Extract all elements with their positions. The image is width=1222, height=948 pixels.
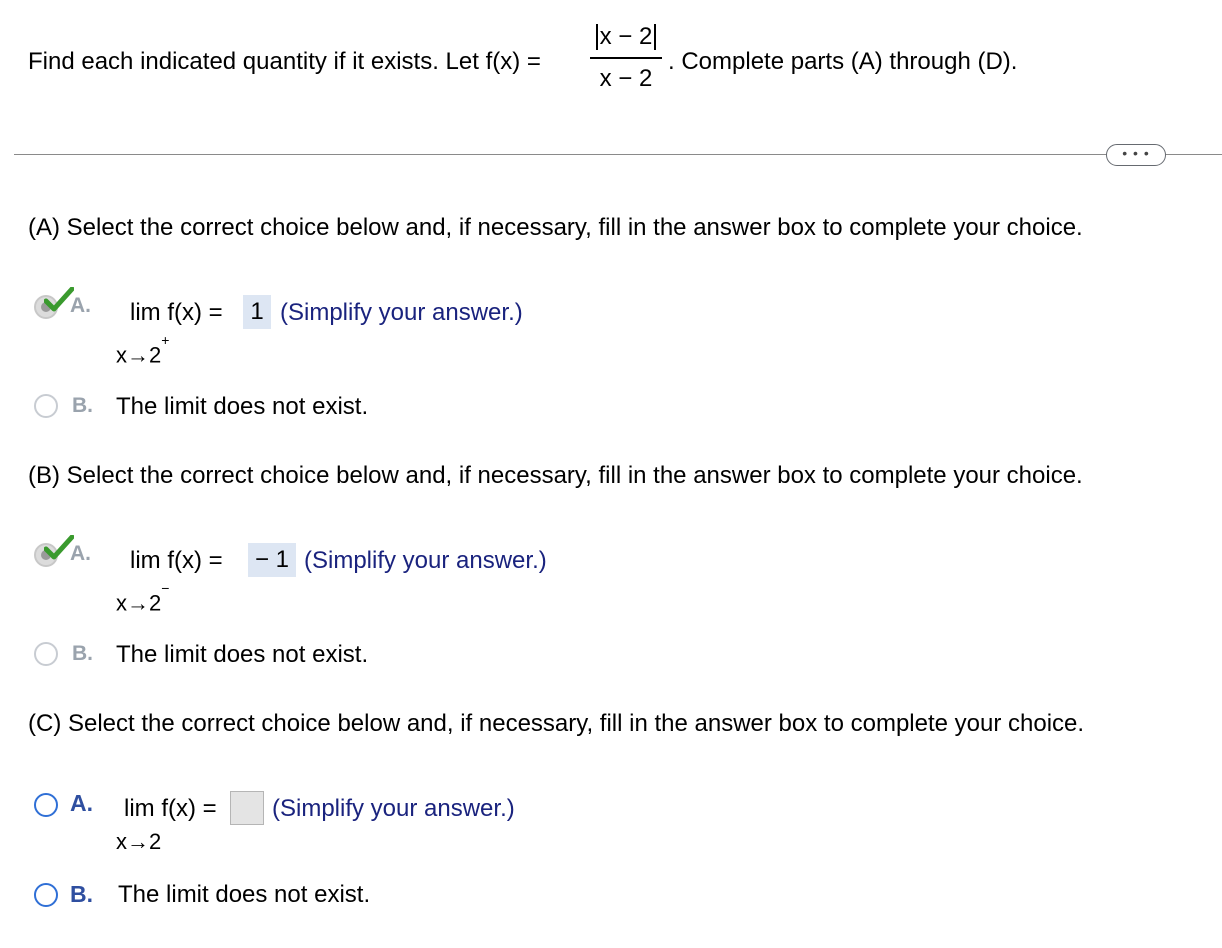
choice-text: The limit does not exist. bbox=[118, 881, 371, 908]
radio-unselected[interactable] bbox=[34, 642, 58, 666]
limit-subscript bbox=[116, 332, 170, 368]
answer-input[interactable] bbox=[230, 791, 264, 825]
fraction-denominator: x − 2 bbox=[599, 65, 653, 92]
fraction-line bbox=[590, 57, 662, 59]
limit-expression: lim f(x) = bbox=[130, 547, 223, 574]
limit-direction: − bbox=[161, 580, 170, 596]
fraction bbox=[590, 22, 662, 94]
choice-letter: A. bbox=[70, 542, 91, 565]
choice-letter: A. bbox=[70, 294, 91, 317]
choice-text: The limit does not exist. bbox=[116, 393, 369, 420]
limit-subscript: x→2 bbox=[116, 829, 162, 854]
simplify-hint: (Simplify your answer.) bbox=[272, 795, 515, 822]
fraction-numerator: x − 2 bbox=[599, 23, 653, 50]
part-b-instruction: (B) Select the correct choice below and, if necessary, fill in the answer box to complete your choice. bbox=[28, 462, 1083, 489]
limit-expression: lim f(x) = bbox=[130, 299, 223, 326]
radio-unselected[interactable] bbox=[34, 793, 58, 817]
choice-letter: B. bbox=[72, 642, 93, 665]
limit-subscript-text: x→2 bbox=[116, 590, 162, 616]
answer-box[interactable]: 1 bbox=[243, 295, 271, 329]
problem-prefix: Find each indicated quantity if it exists. Let f(x) = bbox=[28, 48, 541, 75]
limit-direction: + bbox=[161, 332, 170, 348]
part-c-instruction: (C) Select the correct choice below and, if necessary, fill in the answer box to complete your choice. bbox=[28, 710, 1085, 737]
choice-letter: B. bbox=[72, 394, 93, 417]
part-a-instruction: (A) Select the correct choice below and, if necessary, fill in the answer box to complete your choice. bbox=[28, 214, 1083, 241]
simplify-hint: (Simplify your answer.) bbox=[280, 299, 523, 326]
choice-letter: A. bbox=[70, 790, 93, 816]
answer-box[interactable]: − 1 bbox=[248, 543, 296, 577]
abs-bar-right bbox=[654, 24, 656, 50]
divider bbox=[14, 154, 1222, 155]
radio-unselected[interactable] bbox=[34, 883, 58, 907]
radio-unselected[interactable] bbox=[34, 394, 58, 418]
limit-subscript-text: x→2 bbox=[116, 342, 162, 368]
choice-text: The limit does not exist. bbox=[116, 641, 369, 668]
simplify-hint: (Simplify your answer.) bbox=[304, 547, 547, 574]
limit-expression: lim f(x) = bbox=[124, 795, 217, 822]
more-options-button[interactable]: • • • bbox=[1106, 144, 1166, 166]
limit-subscript bbox=[116, 580, 170, 616]
choice-letter: B. bbox=[70, 881, 93, 907]
problem-suffix: . Complete parts (A) through (D). bbox=[668, 48, 1018, 75]
